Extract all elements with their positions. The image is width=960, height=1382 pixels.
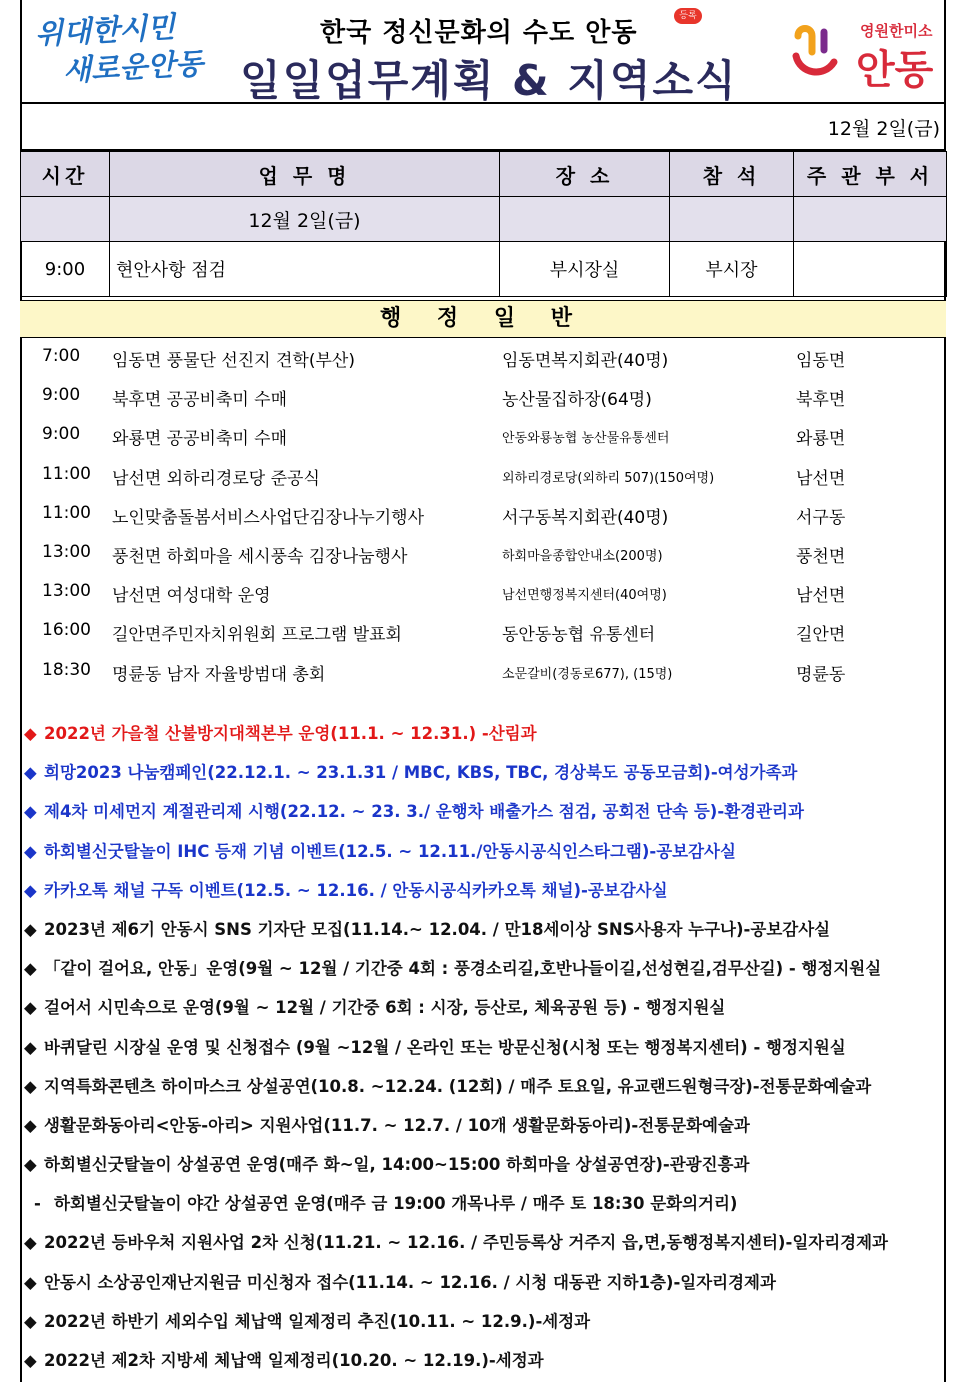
- slogan-line-2: 새로운안동: [62, 46, 204, 88]
- list-item: [20, 534, 946, 573]
- item-task: 임동면 풍물단 선진지 견학(부산): [112, 351, 355, 371]
- item-place: 임동면복지회관(40명): [502, 351, 669, 371]
- list-item: [20, 416, 946, 455]
- admin-schedule-list: [20, 338, 946, 691]
- list-item: [20, 612, 946, 651]
- table-date-row: [21, 197, 947, 242]
- item-dept: 북후면: [796, 390, 846, 411]
- item-dept: 임동면: [796, 351, 846, 371]
- notice-item: [20, 1224, 946, 1263]
- diamond-bullet-icon: ◆: [24, 1037, 37, 1057]
- item-place: 외하리경로당(외하리 507)(150여명): [502, 470, 715, 486]
- diamond-bullet-icon: ◆: [24, 802, 37, 822]
- notice-item: [20, 793, 946, 832]
- row-attend: 부시장: [670, 242, 794, 297]
- diamond-bullet-icon: ◆: [24, 1115, 37, 1135]
- notice-list: [20, 715, 946, 1381]
- notice-text: 희망2023 나눔캠페인(22.12.1. ~ 23.1.31 / MBC, KBS, TBC, 경상북도 공동모금회)-여성가족과: [44, 763, 798, 783]
- item-time: 11:00: [42, 502, 91, 523]
- logo-tagline: 영원한미소: [860, 22, 933, 40]
- notice-item: [20, 1107, 946, 1146]
- item-place: 농산물집하장(64명): [502, 390, 652, 411]
- notice-text: 하회별신굿탈놀이 야간 상설공연 운영(매주 금 19:00 개목나루 / 매주 토 18:30 문화의거리): [54, 1194, 738, 1214]
- empty-cell: [21, 197, 110, 242]
- notice-text: 「같이 걸어요, 안동」운영(9월 ~ 12월 / 기간중 4회 : 풍경소리길,호반나들이길,선성현길,검무산길) - 행정지원실: [44, 959, 882, 979]
- diamond-bullet-icon: ◆: [24, 1311, 37, 1331]
- item-place: 소문갈비(경동로677), (15명): [502, 666, 673, 682]
- diamond-bullet-icon: ◆: [24, 1233, 37, 1253]
- notice-item: [20, 911, 946, 950]
- header-time: 시간: [21, 152, 110, 197]
- diamond-bullet-icon: ◆: [24, 998, 37, 1018]
- andong-logo-icon: [790, 22, 846, 82]
- notice-text: 안동시 소상공인재난지원금 미신청자 접수(11.14. ~ 12.16. / 시청 대동관 지하1층)-일자리경제과: [44, 1272, 776, 1292]
- item-time: 16:00: [42, 620, 91, 641]
- notice-item: [20, 1185, 946, 1224]
- item-time: 7:00: [42, 346, 81, 366]
- item-dept: 남선면: [796, 468, 846, 489]
- item-dept: 길안면: [796, 625, 846, 646]
- row-dept: [794, 242, 947, 297]
- list-item: [20, 573, 946, 612]
- item-place: 안동와룡농협 농산물유통센터: [502, 431, 670, 447]
- item-time: 9:00: [42, 424, 81, 445]
- notice-text: 바퀴달린 시장실 운영 및 신청접수 (9월 ~12월 / 온라인 또는 방문신청(시청 또는 행정복지센터) - 행정지원실: [44, 1037, 846, 1057]
- table-row: [21, 242, 947, 297]
- notice-text: 2022년 가을철 산불방지대책본부 운영(11.1. ~ 12.31.) -산림과: [44, 724, 537, 743]
- diamond-bullet-icon: ◆: [24, 919, 37, 939]
- diamond-bullet-icon: ◆: [24, 959, 37, 979]
- item-place: 서구동복지회관(40명): [502, 507, 669, 528]
- notice-text: 2022년 등바우처 지원사업 2차 신청(11.21. ~ 12.16. / 주민등록상 거주지 읍,면,동행정복지센터)-일자리경제과: [44, 1233, 888, 1253]
- logo-name: 안동: [856, 47, 934, 93]
- item-dept: 명륜동: [796, 664, 846, 685]
- subtitle-badge: 등록: [674, 8, 702, 24]
- notice-item: [20, 989, 946, 1028]
- item-time: 13:00: [42, 581, 91, 602]
- diamond-bullet-icon: ◆: [24, 1351, 37, 1370]
- table-header-row: [21, 152, 947, 197]
- notice-item: [20, 754, 946, 793]
- item-task: 명륜동 남자 자율방범대 총회: [112, 664, 326, 685]
- item-task: 길안면주민자치위원회 프로그램 발표회: [112, 625, 402, 646]
- item-dept: 와룡면: [796, 429, 846, 450]
- table-date-label: 12월 2일(금): [110, 197, 500, 242]
- notice-item: [20, 872, 946, 911]
- item-dept: 풍천면: [796, 546, 846, 567]
- item-place: 하회마을종합안내소(200명): [502, 548, 663, 564]
- slogan: [34, 5, 228, 91]
- notice-item: [20, 1029, 946, 1068]
- notice-item: [20, 1146, 946, 1185]
- diamond-bullet-icon: ◆: [24, 841, 37, 861]
- diamond-bullet-icon: ◆: [24, 1076, 37, 1096]
- notice-text: 제4차 미세먼지 계절관리제 시행(22.12. ~ 23. 3./ 운행차 배출가스 점검, 공회전 단속 등)-환경관리과: [44, 802, 804, 822]
- notice-item: [20, 833, 946, 872]
- empty-cell: [500, 197, 670, 242]
- report-date: 12월 2일(금): [827, 118, 940, 140]
- notice-text: 걸어서 시민속으로 운영(9월 ~ 12월 / 기간중 6회 : 시장, 등산로, 체육공원 등) - 행정지원실: [44, 998, 726, 1018]
- item-place: 남선면행정복지센터(40여명): [502, 588, 667, 604]
- header-dept: 주 관 부 서: [794, 152, 947, 197]
- notice-item: [20, 1303, 946, 1342]
- notice-text: 2022년 하반기 세외수입 체납액 일제정리 추진(10.11. ~ 12.9.)-세정과: [44, 1311, 591, 1331]
- item-task: 남선면 여성대학 운영: [112, 586, 271, 607]
- row-place: 부시장실: [500, 242, 670, 297]
- notice-text: 하회별신굿탈놀이 IHC 등재 기념 이벤트(12.5. ~ 12.11./안동시공식인스타그램)-공보감사실: [44, 841, 736, 861]
- header-place: 장 소: [500, 152, 670, 197]
- notice-item: [20, 715, 946, 754]
- header-attend: 참 석: [670, 152, 794, 197]
- slogan-line-1: 위대한시민: [34, 9, 176, 51]
- notice-text: 2023년 제6기 안동시 SNS 기자단 모집(11.14.~ 12.04. / 만18세이상 SNS사용자 누구나)-공보감사실: [44, 919, 831, 939]
- list-item: [20, 495, 946, 534]
- header-task: 업 무 명: [110, 152, 500, 197]
- row-task: 현안사항 점검: [110, 242, 500, 297]
- item-task: 풍천면 하회마을 세시풍속 김장나눔행사: [112, 546, 408, 567]
- item-task: 와룡면 공공비축미 수매: [112, 429, 288, 450]
- notice-item: [20, 1342, 946, 1381]
- item-time: 13:00: [42, 541, 91, 562]
- section-title-admin: 행 정 일 반: [20, 300, 946, 338]
- item-task: 북후면 공공비축미 수매: [112, 390, 288, 411]
- item-place: 동안동농협 유통센터: [502, 625, 656, 646]
- header-subtitle: 한국 정신문화의 수도 안동: [320, 18, 638, 48]
- notice-text: 하회별신굿탈놀이 상설공연 운영(매주 화~일, 14:00~15:00 하회마을 상설공연장)-관광진흥과: [44, 1155, 750, 1175]
- date-row: [20, 104, 946, 151]
- notice-text: 지역특화콘텐츠 하이마스크 상설공연(10.8. ~12.24. (12회) / 매주 토요일, 유교랜드원형극장)-전통문화예술과: [44, 1076, 872, 1096]
- item-dept: 서구동: [796, 507, 846, 528]
- item-time: 9:00: [42, 385, 81, 406]
- empty-cell: [670, 197, 794, 242]
- item-task: 노인맞춤돌봄서비스사업단김장나누기행사: [112, 507, 425, 528]
- page-header: [20, 0, 946, 104]
- list-item: [20, 338, 946, 377]
- list-item: [20, 652, 946, 691]
- page-title: 일일업무계획 & 지역소식: [240, 56, 738, 105]
- schedule-table: [20, 151, 947, 297]
- notice-item: [20, 1068, 946, 1107]
- item-task: 남선면 외하리경로당 준공식: [112, 468, 320, 489]
- notice-text: 2022년 제2차 지방세 체납액 일제정리(10.20. ~ 12.19.)-세정과: [44, 1351, 544, 1370]
- diamond-bullet-icon: ◆: [24, 724, 37, 743]
- notice-text: 생활문화동아리<안동-아리> 지원사업(11.7. ~ 12.7. / 10개 생활문화동아리)-전통문화예술과: [44, 1115, 750, 1135]
- notice-text: 카카오톡 채널 구독 이벤트(12.5. ~ 12.16. / 안동시공식카카오톡 채널)-공보감사실: [44, 880, 668, 900]
- list-item: [20, 456, 946, 495]
- diamond-bullet-icon: ◆: [24, 880, 37, 900]
- item-dept: 남선면: [796, 586, 846, 607]
- dash-bullet-icon: -: [34, 1194, 41, 1214]
- empty-cell: [794, 197, 947, 242]
- notice-item: [20, 950, 946, 989]
- diamond-bullet-icon: ◆: [24, 763, 37, 783]
- list-item: [20, 377, 946, 416]
- item-time: 18:30: [42, 659, 91, 680]
- diamond-bullet-icon: ◆: [24, 1155, 37, 1175]
- row-time: 9:00: [21, 242, 110, 297]
- diamond-bullet-icon: ◆: [24, 1272, 37, 1292]
- item-time: 11:00: [42, 463, 91, 484]
- notice-item: [20, 1264, 946, 1303]
